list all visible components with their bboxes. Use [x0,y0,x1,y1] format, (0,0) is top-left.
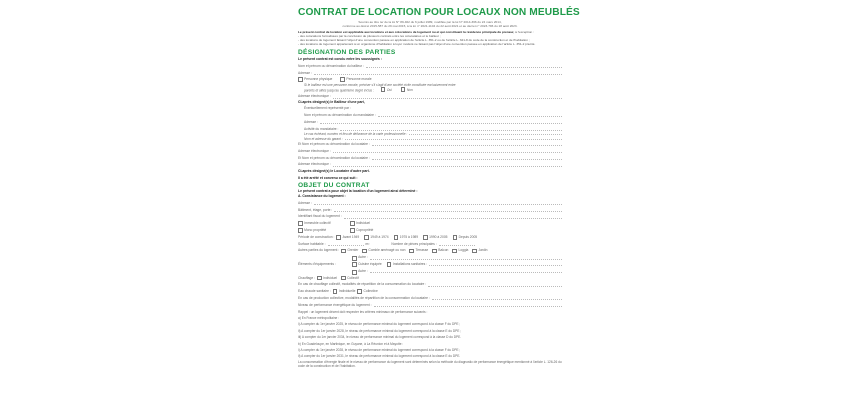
checkbox-icon [432,249,437,254]
energy-level-field[interactable]: Niveau de performance énergétique du logement : [298,302,562,309]
checkbox-avant-1949[interactable]: Avant 1949 [336,234,359,241]
checkbox-icon [452,249,457,254]
represented-by-field: Éventuellement représenté par : [304,106,351,111]
building-floor-door-field[interactable]: Bâtiment, étage, porte : [298,207,562,214]
checkbox-icon [336,235,341,240]
checkbox-1990-2005[interactable]: 1990 à 2005 [423,234,447,241]
parties-intro: Le présent contrat est conclu entre les soussignés : [298,56,382,61]
checkbox-icon [394,235,399,240]
building-type-options [298,220,562,227]
checkbox-oui[interactable]: Oui [381,87,392,92]
checkbox-icon [341,276,346,281]
checkbox-icon [423,235,428,240]
checkbox-mono-propriete[interactable]: Mono propriété [298,227,342,234]
other-parts-autre-field[interactable]: Autre : [298,254,562,261]
checkbox-icon [453,235,458,240]
agent-address-field[interactable]: Adresse : [298,119,562,126]
reference-line: Soumis au titre Ier de la loi N° 89-462 du 6 juillet 1989, modifiée par la loi N° 2014-366 du 24 mars 2014, [358,20,502,24]
checkbox-individuel[interactable]: Individuel [350,220,370,227]
checkbox-icon [357,289,362,294]
checkbox-installations-sanitaires[interactable]: Installations sanitaires : [387,261,427,268]
reminder-text: Rappel : un logement décent doit respecter les critères minimaux de performance suivants : [298,309,428,314]
legal-reference [298,20,562,29]
collective-heating-field[interactable]: En cas de chauffage collectif, modalités de répartition de la consommation du locataire : [298,281,562,288]
checkbox-personne-physique[interactable]: Personne physique [298,76,332,83]
checkbox-icon [333,289,338,294]
checkbox-copropriete[interactable]: Copropriété [350,227,373,234]
surface-rooms-row: Surface habitable : m² Nombre de pièces principales : [298,241,562,248]
property-address-field[interactable]: Adresse : [298,200,562,207]
checkbox-icon [341,249,346,254]
landlord-name-field[interactable]: Nom et prénom ou dénomination du bailleur : [298,63,562,70]
checkbox-icon [362,249,367,254]
final-note: La consommation d'énergie finale et le niveau de performance du logement sont déterminés selon la méthode du diagnostic de performance énergétique mentionné à l'article L. 126-26 du code de la construction et de l'habitation. [298,359,562,369]
landlord-address-field[interactable]: Adresse : [298,70,562,77]
document-title: CONTRAT DE LOCATION POUR LOCAUX NON MEUBLÉS [298,7,580,18]
reference-line: conforme au décret 2015-587 du 29 mai 2015, à la loi n° 2021-1104 du 22 août 2021 et au décret n° 2023-796 du 18 août 2023. [342,24,518,29]
checkbox-cuisine-equipee[interactable]: Cuisine équipée [352,261,382,268]
checkbox-terrasse[interactable]: Terrasse [409,247,428,254]
checkbox-icon [381,87,386,92]
checkbox-icon [409,249,414,254]
overseas-heading: b) En Guadeloupe, en Martinique, en Guyane, à La Réunion et à Mayotte : [298,341,404,346]
checkbox-comble[interactable]: Comble aménagé ou non [362,247,405,254]
guarantor-field[interactable]: Nom et adresse du garant : [298,137,562,141]
exception-item: - des colocations formalisées par la conclusion de plusieurs contrats entre les colocataires et le bailleur ; [298,33,441,38]
agent-name-field[interactable]: Nom et prénom ou dénomination du mandataire : [298,112,562,119]
checkbox-icon [340,77,345,82]
checkbox-jardin[interactable]: Jardin [472,247,487,254]
checkbox-icon [350,228,355,233]
object-intro: Le présent contrat a pour objet la location d'un logement ainsi déterminé : [298,188,418,193]
mainland-item: i) A compter du 1er janvier 2025, le niveau de performance minimal du logement correspond à la classe F du DPE ; [298,322,461,327]
hot-water-options: Eau chaude sanitaire : Individuelle Collective [298,289,378,294]
section-heading-parties: DÉSIGNATION DES PARTIES [298,48,396,56]
sci-note: Si le bailleur est une personne morale, préciser s'il s'agit d'une société civile constituée exclusivement entre parents et alliés jusqu'au quatrième degré inclus : Oui Non [304,83,456,94]
exception-item: - des locations de logement appartenant à un organisme d'habitation à loyer modéré ne faisant pas l'objet d'une convention passée en application de l'article L. 351-2 précité. [298,41,536,46]
checkbox-balcon[interactable]: Balcon [432,247,448,254]
checkbox-icon [350,221,355,226]
checkbox-grenier[interactable]: Grenier [341,247,358,254]
checkbox-1975-1989[interactable]: 1975 à 1989 [394,234,418,241]
tenant-email-field-2[interactable]: Adresse électronique : [298,161,562,168]
mainland-item: ii) A compter du 1er janvier 2028, le niveau de performance minimal du logement correspond à la classe E du DPE ; [298,328,462,333]
applicability-text [298,30,562,46]
person-type-options [298,76,562,83]
checkbox-eau-individuelle[interactable]: Individuelle [333,288,356,295]
collective-production-field[interactable]: En cas de production collective, modalités de répartition de la consommation du locataire : [298,295,562,302]
checkbox-icon [401,87,406,92]
checkbox-1949-1974[interactable]: 1949 à 1974 [364,234,388,241]
applicability-rest: à l'exception : [515,29,534,34]
checkbox-personne-morale[interactable]: Personne morale [340,76,371,83]
overseas-item: i) A compter du 1er janvier 2028, le niveau de performance minimal du logement correspond à la classe F du DPE ; [298,348,461,353]
equipment-options: Éléments d'équipements : Cuisine équipée Installations sanitaires : [298,261,562,268]
checkbox-eau-collective[interactable]: Collective [357,288,377,295]
agent-card-field[interactable]: Le cas échéant, numéro et lieu de délivrance de la carte professionnelle : [298,132,562,136]
tenant-closing: Ci-après désigné(s) le Locataire d'autre part. [298,169,370,174]
tenant-name-field-2[interactable]: Et Nom et prénom ou dénomination du locataire : [298,155,562,162]
checkbox-non[interactable]: Non [401,87,413,92]
checkbox-chauffage-individuel[interactable]: Individuel [317,275,337,282]
checkbox-icon [364,235,369,240]
ownership-type-options [298,227,562,234]
agent-activity-field[interactable]: Activité du mandataire : [298,126,562,133]
checkbox-depuis-2005[interactable]: Depuis 2005 [453,234,478,241]
mainland-heading: a) En France métropolitaine : [298,316,340,321]
tax-id-field[interactable]: Identifiant fiscal du logement : [298,213,562,220]
landlord-closing: Ci-après désigné(s) le Bailleur d'une part, [298,100,365,105]
other-parts-options: Autres parties du logement : Grenier Comble aménagé ou non Terrasse Balcon Loggia Jardin [298,248,488,253]
checkbox-icon [387,262,392,267]
checkbox-loggia[interactable]: Loggia [452,247,468,254]
checkbox-icon [472,249,477,254]
checkbox-chauffage-collectif[interactable]: Collectif [341,275,359,282]
checkbox-icon [298,228,303,233]
equipment-autre-field[interactable]: Autre : [298,268,562,275]
object-subheading: A. Consistance du logement : [298,194,346,199]
rooms-input[interactable] [439,245,475,246]
heating-options: Chauffage : Individuel Collectif [298,275,359,280]
exception-item: - des locations de logement faisant l'objet d'une convention passée en application de l'article L. 351-2 ou de l'article L. 321-8 du code de la construction et de l'habitation ; [298,37,530,42]
agreed-text: Il a été arrêté et convenu ce qui suit : [298,175,358,180]
tenant-name-field[interactable]: Et Nom et prénom ou dénomination du locataire : [298,141,562,148]
construction-period-options: Période de construction : Avant 1949 1949 à 1974 1975 à 1989 1990 à 2005 Depuis 2005 [298,234,478,239]
surface-input[interactable] [328,245,364,246]
checkbox-icon [298,221,303,226]
landlord-email-field[interactable]: Adresse électronique : [298,93,562,100]
tenant-email-field[interactable]: Adresse électronique : [298,148,562,155]
overseas-item: ii) A compter du 1er janvier 2031, le niveau de performance minimal du logement correspond à la classe E du DPE. [298,354,461,359]
checkbox-icon [298,77,303,82]
applicability-bold: Le présent contrat de location est applicable aux locations et aux colocations de logement nu et qui constituent la résidence principale du preneur, [298,29,515,34]
mainland-item: iii) A compter du 1er janvier 2034, le niveau de performance minimal du logement correspond à la classe D du DPE. [298,335,462,340]
checkbox-icon [352,262,357,267]
section-heading-object: OBJET DU CONTRAT [298,181,370,189]
contract-page [298,0,580,410]
checkbox-icon [317,276,322,281]
checkbox-immeuble-collectif[interactable]: Immeuble collectif [298,220,342,227]
